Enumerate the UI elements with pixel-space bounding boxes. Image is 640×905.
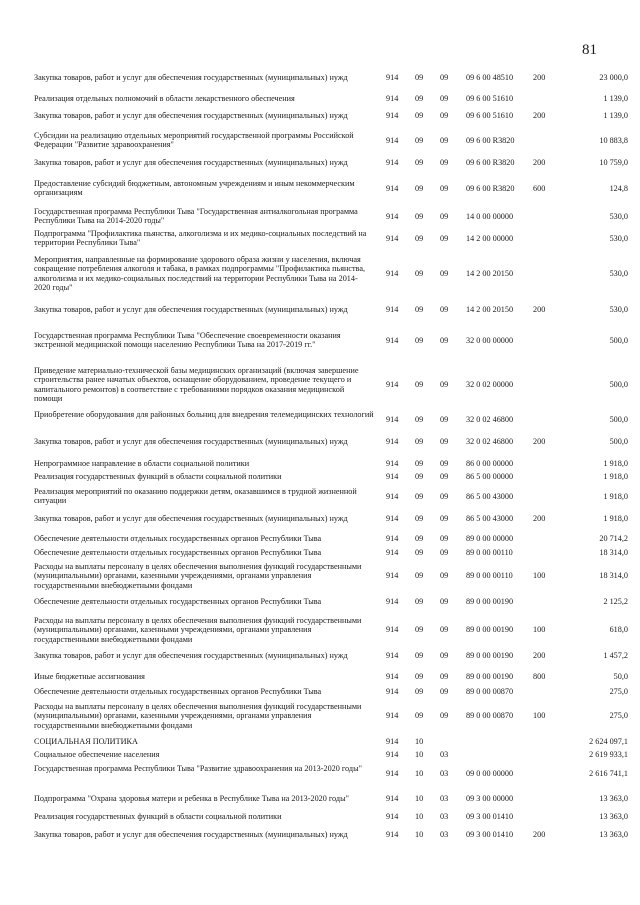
row-gov-code: 914 (386, 651, 399, 660)
row-gov-code: 914 (386, 380, 399, 390)
row-subsection-code: 09 (440, 183, 449, 193)
row-section-code: 09 (415, 687, 424, 696)
row-name: Государственная программа Республики Тыва "Государственная антиалкогольная программа Республики Тыва на 2014-2020 годы" (34, 207, 358, 226)
row-name: Иные бюджетные ассигнования (34, 672, 145, 681)
row-section-code: 09 (415, 625, 424, 635)
row-name: Расходы на выплаты персоналу в целях обеспечения выполнения функций государственными (муниципальными) органами, казенными учреждениями, органами управления государственными внебюджетными фондами (34, 562, 362, 590)
row-amount: 500,0 (609, 335, 628, 345)
row-gov-code: 914 (386, 269, 399, 279)
row-name: Закупка товаров, работ и услуг для обеспечения государственных (муниципальных) нужд (34, 514, 348, 523)
row-target-code: 14 2 00 20150 (466, 269, 514, 279)
row-name: Расходы на выплаты персоналу в целях обеспечения выполнения функций государственными (муниципальными) органами, казенными учреждениями, органами управления государственными внебюджетными фондами (34, 616, 362, 644)
row-gov-code: 914 (386, 158, 399, 167)
row-expense-type: 100 (533, 571, 546, 581)
row-subsection-code: 09 (440, 472, 449, 481)
row-subsection-code: 09 (440, 571, 449, 581)
row-gov-code: 914 (386, 94, 399, 103)
row-target-code: 09 6 00 R3820 (466, 183, 515, 193)
row-amount: 20 714,2 (599, 534, 628, 543)
row-subsection-code: 09 (440, 597, 449, 606)
row-amount: 275,0 (609, 687, 628, 696)
page-number: 81 (582, 42, 597, 58)
row-subsection-code: 09 (440, 414, 449, 424)
row-gov-code: 914 (386, 491, 399, 501)
row-subsection-code: 09 (440, 548, 449, 557)
row-section-code: 09 (415, 335, 424, 345)
row-target-code: 89 0 00 00190 (466, 625, 514, 635)
row-section-code: 10 (415, 750, 424, 759)
row-target-code: 09 6 00 51610 (466, 94, 514, 103)
row-expense-type: 100 (533, 711, 546, 721)
row-subsection-code: 09 (440, 711, 449, 721)
row-target-code: 32 0 02 46800 (466, 437, 514, 446)
row-amount: 275,0 (609, 711, 628, 721)
row-gov-code: 914 (386, 830, 399, 839)
row-gov-code: 914 (386, 812, 399, 821)
row-target-code: 14 2 00 00000 (466, 233, 514, 243)
row-target-code: 86 5 00 43000 (466, 514, 514, 523)
row-target-code: 09 6 00 51610 (466, 111, 514, 120)
row-subsection-code: 09 (440, 305, 449, 314)
row-name: Приобретение оборудования для районных больниц для внедрения телемедицинских технологий (34, 410, 374, 419)
row-subsection-code: 09 (440, 651, 449, 660)
row-subsection-code: 09 (440, 437, 449, 446)
row-name: Государственная программа Республики Тыва "Развитие здравоохранения на 2013-2020 годы" (34, 764, 362, 773)
row-name: Закупка товаров, работ и услуг для обеспечения государственных (муниципальных) нужд (34, 437, 348, 446)
row-target-code: 14 0 00 00000 (466, 211, 514, 221)
row-name: Приведение материально-технической базы медицинских организаций (включая завершение строительства ранее начатых объектов, оснащение оборудованием, проведение текущего и капитального ремонтов) в соответствие с требованиями порядков оказания медицинской помощи (34, 366, 359, 404)
row-amount: 1 918,0 (603, 459, 628, 468)
row-expense-type: 800 (533, 672, 546, 681)
row-amount: 500,0 (609, 380, 628, 390)
row-section-code: 09 (415, 534, 424, 543)
row-expense-type: 200 (533, 514, 546, 523)
row-subsection-code: 09 (440, 687, 449, 696)
row-expense-type: 600 (533, 183, 546, 193)
row-name: Закупка товаров, работ и услуг для обеспечения государственных (муниципальных) нужд (34, 73, 348, 82)
row-target-code: 89 0 00 00870 (466, 711, 514, 721)
row-name: СОЦИАЛЬНАЯ ПОЛИТИКА (34, 737, 138, 746)
row-amount: 1 918,0 (603, 472, 628, 481)
row-amount: 2 624 097,1 (589, 737, 628, 746)
row-gov-code: 914 (386, 687, 399, 696)
row-name: Мероприятия, направленные на формирование здорового образа жизни у населения, включая сокращение потребления алкоголя и табака, в рамках подпрограммы "Профилактика пьянства, алкоголизма и их медико-социальных последствий на территории Республики Тыва на 2014-2020 годы" (34, 255, 365, 293)
row-amount: 530,0 (609, 305, 628, 314)
row-gov-code: 914 (386, 768, 399, 778)
row-subsection-code: 03 (440, 812, 449, 821)
row-target-code: 86 0 00 00000 (466, 459, 514, 468)
row-amount: 1 139,0 (603, 111, 628, 120)
row-section-code: 10 (415, 794, 424, 803)
row-name: Обеспечение деятельности отдельных государственных органов Республики Тыва (34, 534, 322, 543)
row-name: Расходы на выплаты персоналу в целях обеспечения выполнения функций государственными (муниципальными) органами, казенными учреждениями, органами управления государственными внебюджетными фондами (34, 702, 362, 730)
row-expense-type: 200 (533, 437, 546, 446)
row-subsection-code: 09 (440, 672, 449, 681)
row-name: Подпрограмма "Охрана здоровья матери и ребенка в Республике Тыва на 2013-2020 годы" (34, 794, 349, 803)
row-amount: 13 363,0 (599, 794, 628, 803)
row-name: Государственная программа Республики Тыва "Обеспечение своевременности оказания экстренной медицинской помощи населению Республики Тыва на 2017-2019 гг." (34, 331, 341, 350)
row-amount: 10 883,8 (599, 135, 628, 145)
row-target-code: 89 0 00 00190 (466, 672, 514, 681)
row-section-code: 09 (415, 380, 424, 390)
row-name: Закупка товаров, работ и услуг для обеспечения государственных (муниципальных) нужд (34, 651, 348, 660)
row-gov-code: 914 (386, 437, 399, 446)
row-subsection-code: 09 (440, 459, 449, 468)
row-expense-type: 200 (533, 158, 546, 167)
row-target-code: 09 3 00 00000 (466, 794, 514, 803)
row-amount: 530,0 (609, 211, 628, 221)
row-gov-code: 914 (386, 750, 399, 759)
row-name: Реализация государственных функций в области социальной политики (34, 472, 282, 481)
row-expense-type: 100 (533, 625, 546, 635)
row-subsection-code: 09 (440, 514, 449, 523)
row-subsection-code: 09 (440, 491, 449, 501)
row-amount: 124,8 (609, 183, 628, 193)
row-amount: 500,0 (609, 414, 628, 424)
row-section-code: 09 (415, 73, 424, 82)
row-amount: 530,0 (609, 269, 628, 279)
row-subsection-code: 09 (440, 211, 449, 221)
row-gov-code: 914 (386, 571, 399, 581)
row-target-code: 09 3 00 01410 (466, 812, 514, 821)
row-expense-type: 200 (533, 830, 546, 839)
row-target-code: 89 0 00 00000 (466, 534, 514, 543)
row-gov-code: 914 (386, 459, 399, 468)
row-gov-code: 914 (386, 737, 399, 746)
row-amount: 18 314,0 (599, 548, 628, 557)
row-expense-type: 200 (533, 73, 546, 82)
row-section-code: 09 (415, 651, 424, 660)
row-target-code: 89 0 00 00110 (466, 571, 513, 581)
row-gov-code: 914 (386, 625, 399, 635)
row-subsection-code: 03 (440, 768, 449, 778)
row-name: Закупка товаров, работ и услуг для обеспечения государственных (муниципальных) нужд (34, 111, 348, 120)
row-target-code: 14 2 00 20150 (466, 305, 514, 314)
row-subsection-code: 09 (440, 73, 449, 82)
row-amount: 618,0 (609, 625, 628, 635)
row-gov-code: 914 (386, 305, 399, 314)
row-name: Непрограммное направление в области социальной политики (34, 459, 250, 468)
row-amount: 1 918,0 (603, 514, 628, 523)
row-section-code: 09 (415, 94, 424, 103)
row-gov-code: 914 (386, 597, 399, 606)
row-expense-type: 200 (533, 111, 546, 120)
row-gov-code: 914 (386, 73, 399, 82)
row-subsection-code: 09 (440, 269, 449, 279)
row-gov-code: 914 (386, 514, 399, 523)
row-gov-code: 914 (386, 183, 399, 193)
row-target-code: 09 3 00 01410 (466, 830, 514, 839)
row-amount: 13 363,0 (599, 812, 628, 821)
row-name: Социальное обеспечение населения (34, 750, 160, 759)
row-subsection-code: 03 (440, 750, 449, 759)
row-subsection-code: 09 (440, 233, 449, 243)
row-name: Обеспечение деятельности отдельных государственных органов Республики Тыва (34, 548, 322, 557)
row-section-code: 09 (415, 459, 424, 468)
row-target-code: 09 0 00 00000 (466, 768, 514, 778)
row-gov-code: 914 (386, 414, 399, 424)
row-name: Закупка товаров, работ и услуг для обеспечения государственных (муниципальных) нужд (34, 305, 348, 314)
row-gov-code: 914 (386, 111, 399, 120)
row-amount: 2 619 933,1 (589, 750, 628, 759)
row-section-code: 09 (415, 711, 424, 721)
row-target-code: 32 0 00 00000 (466, 335, 514, 345)
row-amount: 23 000,0 (599, 73, 628, 82)
row-gov-code: 914 (386, 135, 399, 145)
row-subsection-code: 09 (440, 625, 449, 635)
row-section-code: 09 (415, 211, 424, 221)
row-name: Подпрограмма "Профилактика пьянства, алкоголизма и их медико-социальных последствий на территории Республики Тыва" (34, 229, 367, 248)
row-target-code: 86 5 00 43000 (466, 491, 514, 501)
row-subsection-code: 09 (440, 111, 449, 120)
row-amount: 1 139,0 (603, 94, 628, 103)
row-expense-type: 200 (533, 651, 546, 660)
row-gov-code: 914 (386, 233, 399, 243)
row-section-code: 09 (415, 514, 424, 523)
row-section-code: 09 (415, 597, 424, 606)
row-name: Субсидии на реализацию отдельных мероприятий государственной программы Российской Федерации "Развитие здравоохранения" (34, 131, 354, 150)
row-section-code: 09 (415, 269, 424, 279)
row-target-code: 89 0 00 00870 (466, 687, 514, 696)
row-amount: 530,0 (609, 233, 628, 243)
row-name: Закупка товаров, работ и услуг для обеспечения государственных (муниципальных) нужд (34, 158, 348, 167)
row-subsection-code: 09 (440, 335, 449, 345)
row-section-code: 09 (415, 672, 424, 681)
row-subsection-code: 09 (440, 380, 449, 390)
row-section-code: 09 (415, 437, 424, 446)
row-amount: 1 457,2 (603, 651, 628, 660)
row-name: Обеспечение деятельности отдельных государственных органов Республики Тыва (34, 687, 322, 696)
row-subsection-code: 09 (440, 135, 449, 145)
row-name: Обеспечение деятельности отдельных государственных органов Республики Тыва (34, 597, 322, 606)
row-section-code: 09 (415, 183, 424, 193)
row-section-code: 09 (415, 571, 424, 581)
row-target-code: 09 6 00 R3820 (466, 158, 515, 167)
row-subsection-code: 03 (440, 830, 449, 839)
row-section-code: 09 (415, 548, 424, 557)
row-target-code: 86 5 00 00000 (466, 472, 514, 481)
row-subsection-code: 09 (440, 158, 449, 167)
row-gov-code: 914 (386, 711, 399, 721)
row-gov-code: 914 (386, 335, 399, 345)
row-amount: 2 125,2 (603, 597, 628, 606)
row-section-code: 10 (415, 812, 424, 821)
row-name: Реализация отдельных полномочий в области лекарственного обеспечения (34, 94, 295, 103)
row-section-code: 09 (415, 135, 424, 145)
row-name: Закупка товаров, работ и услуг для обеспечения государственных (муниципальных) нужд (34, 830, 348, 839)
row-section-code: 09 (415, 491, 424, 501)
row-target-code: 32 0 02 00000 (466, 380, 514, 390)
row-amount: 2 616 741,1 (589, 768, 628, 778)
row-section-code: 10 (415, 737, 424, 746)
row-name: Предоставление субсидий бюджетным, автономным учреждениям и иным некоммерческим организациям (34, 179, 355, 198)
row-gov-code: 914 (386, 794, 399, 803)
row-gov-code: 914 (386, 472, 399, 481)
row-section-code: 09 (415, 414, 424, 424)
row-section-code: 10 (415, 830, 424, 839)
row-gov-code: 914 (386, 548, 399, 557)
row-target-code: 89 0 00 00110 (466, 548, 513, 557)
row-expense-type: 200 (533, 305, 546, 314)
row-subsection-code: 09 (440, 534, 449, 543)
row-section-code: 09 (415, 233, 424, 243)
row-gov-code: 914 (386, 211, 399, 221)
row-target-code: 32 0 02 46800 (466, 414, 514, 424)
row-amount: 18 314,0 (599, 571, 628, 581)
row-subsection-code: 03 (440, 794, 449, 803)
row-target-code: 89 0 00 00190 (466, 597, 514, 606)
row-name: Реализация государственных функций в области социальной политики (34, 812, 282, 821)
row-amount: 500,0 (609, 437, 628, 446)
row-section-code: 10 (415, 768, 424, 778)
row-amount: 1 918,0 (603, 491, 628, 501)
row-amount: 13 363,0 (599, 830, 628, 839)
row-section-code: 09 (415, 111, 424, 120)
row-amount: 50,0 (613, 672, 628, 681)
row-section-code: 09 (415, 472, 424, 481)
row-gov-code: 914 (386, 672, 399, 681)
row-section-code: 09 (415, 305, 424, 314)
row-amount: 10 759,0 (599, 158, 628, 167)
row-gov-code: 914 (386, 534, 399, 543)
row-subsection-code: 09 (440, 94, 449, 103)
row-target-code: 09 6 00 48510 (466, 73, 514, 82)
row-name: Реализация мероприятий по оказанию поддержки детям, оказавшимся в трудной жизненной ситуации (34, 487, 357, 506)
row-target-code: 09 6 00 R3820 (466, 135, 515, 145)
row-section-code: 09 (415, 158, 424, 167)
row-target-code: 89 0 00 00190 (466, 651, 514, 660)
